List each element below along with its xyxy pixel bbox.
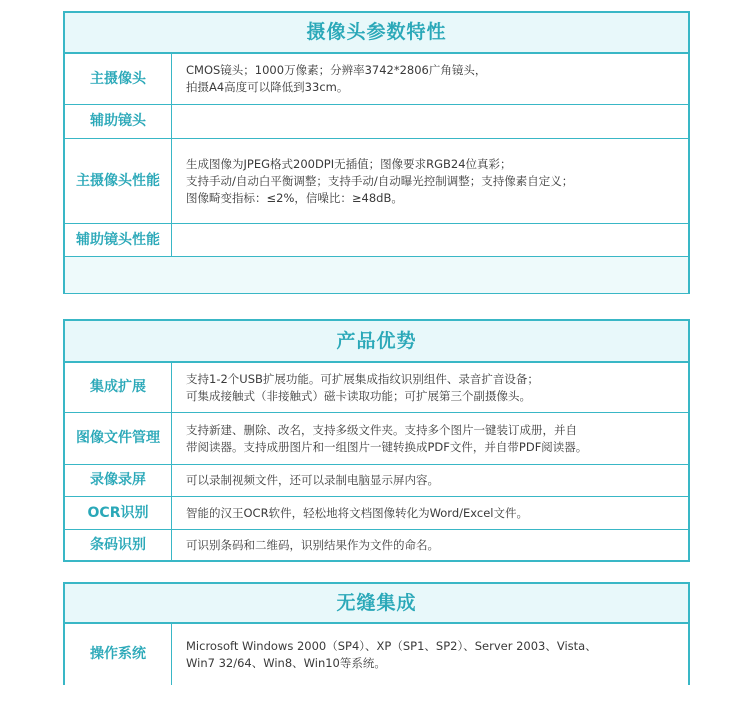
advantage-row-integration-expansion — [65, 363, 688, 413]
advantage-row-image-file-management — [65, 413, 688, 465]
advantage-value-integration-expansion — [172, 363, 688, 412]
integration-label-operating-system: 操作系统 — [65, 624, 172, 685]
spec-value-line: 支持手动/自动白平衡调整；支持手动/自动曝光控制调整；支持像素自定义； — [186, 173, 574, 188]
advantage-value-line: 可集成接触式（非接触式）磁卡读取功能；可扩展第三个副摄像头。 — [186, 388, 531, 403]
spec-label-main-camera-performance: 主摄像头性能 — [65, 139, 172, 223]
seamless-integration-title: 无缝集成 — [65, 584, 688, 624]
spec-value-main-camera-performance — [172, 139, 688, 223]
camera-spec-section — [63, 11, 690, 294]
advantage-value-line: 智能的汉王OCR软件，轻松地将文档图像转化为Word/Excel文件。 — [186, 505, 528, 520]
advantage-value-line: 支持1-2个USB扩展功能。可扩展集成指纹识别组件、录音扩音设备； — [186, 371, 539, 386]
integration-row-operating-system — [65, 624, 688, 685]
advantage-value-image-file-management — [172, 413, 688, 464]
spec-value-line: 图像畸变指标：≤2%，信噪比：≥48dB。 — [186, 190, 403, 205]
advantage-label-image-file-management: 图像文件管理 — [65, 413, 172, 464]
spec-row-blank — [65, 257, 688, 293]
integration-value-line: Win7 32/64、Win8、Win10等系统。 — [186, 655, 386, 670]
advantage-label-ocr: OCR识别 — [65, 497, 172, 529]
advantage-row-barcode — [65, 530, 688, 560]
spec-value-main-camera — [172, 54, 688, 104]
advantage-label-recording: 录像录屏 — [65, 465, 172, 496]
spec-row-main-camera — [65, 54, 688, 105]
seamless-integration-section — [63, 582, 690, 685]
advantage-value-line: 支持新建、删除、改名，支持多级文件夹。支持多个图片一键装订成册，并自 — [186, 422, 577, 437]
advantage-value-recording — [172, 465, 688, 496]
spec-value-aux-lens-performance — [172, 224, 688, 256]
product-advantages-title: 产品优势 — [65, 321, 688, 363]
spec-value-line: CMOS镜头；1000万像素；分辨率3742*2806广角镜头， — [186, 63, 487, 77]
integration-value-line: Microsoft Windows 2000（SP4）、XP（SP1、SP2）、Server 2003、Vista、 — [186, 638, 597, 653]
spec-value-line: 拍摄A4高度可以降低到33cm。 — [186, 80, 349, 94]
advantage-value-ocr — [172, 497, 688, 529]
integration-value-operating-system — [172, 624, 688, 685]
spec-row-aux-lens — [65, 105, 688, 139]
advantage-label-integration-expansion: 集成扩展 — [65, 363, 172, 412]
advantage-value-line: 可以录制视频文件，还可以录制电脑显示屏内容。 — [186, 473, 439, 487]
product-advantages-section — [63, 319, 690, 562]
advantage-label-barcode: 条码识别 — [65, 530, 172, 560]
advantage-value-line: 可识别条码和二维码，识别结果作为文件的命名。 — [186, 537, 439, 552]
advantage-value-barcode — [172, 530, 688, 560]
advantage-row-ocr — [65, 497, 688, 530]
spec-row-main-camera-performance — [65, 139, 688, 224]
spec-label-aux-lens-performance: 辅助镜头性能 — [65, 224, 172, 256]
camera-spec-title: 摄像头参数特性 — [65, 13, 688, 54]
advantage-row-recording — [65, 465, 688, 497]
spec-label-aux-lens: 辅助镜头 — [65, 105, 172, 138]
advantage-value-line: 带阅读器。支持成册图片和一组图片一键转换成PDF文件，并自带PDF阅读器。 — [186, 439, 588, 454]
spec-row-aux-lens-performance — [65, 224, 688, 257]
spec-value-aux-lens — [172, 105, 688, 138]
spec-label-main-camera: 主摄像头 — [65, 54, 172, 104]
spec-value-line: 生成图像为JPEG格式200DPI无插值；图像要求RGB24位真彩； — [186, 156, 512, 171]
